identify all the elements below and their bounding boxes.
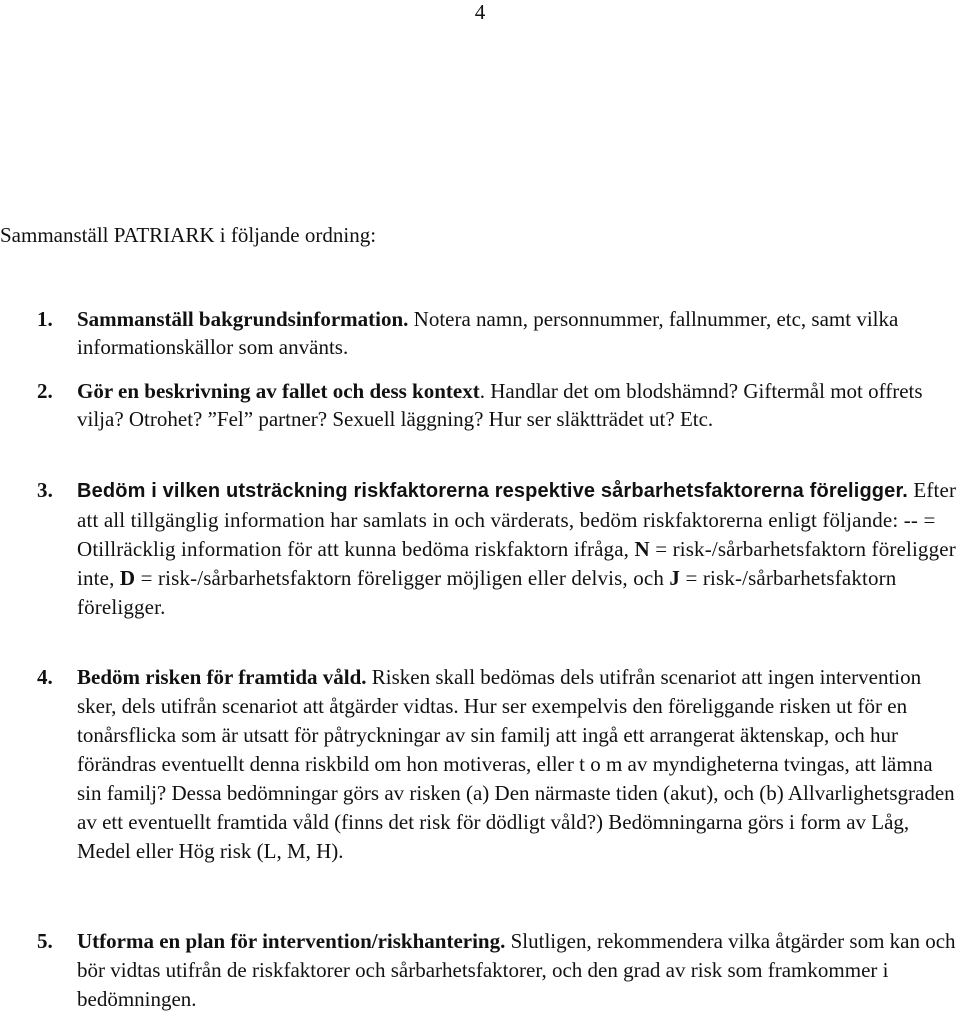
item-text: = risk-/sårbarhetsfaktorn föreligger möjligen eller delvis, och — [135, 566, 670, 590]
item-number: 1. — [37, 307, 53, 331]
list-item-1 — [37, 305, 957, 361]
item-text: Notera namn, personnummer, fallnummer, etc, samt vilka informationskällor som använts. — [77, 307, 899, 359]
item-number: 4. — [37, 665, 53, 689]
item-text: Efter att all tillgänglig information har samlats in och värderats, bedöm riskfaktorerna enligt följande: -- = Otillräcklig information för att kunna bedöma riskfaktorn ifråga, — [77, 478, 957, 561]
item-heading: Utforma en plan för intervention/riskhantering. — [77, 929, 506, 953]
list-item-5 — [37, 927, 957, 1014]
code-d: D — [119, 566, 136, 590]
item-body — [77, 927, 957, 1014]
list-item-3 — [37, 476, 957, 622]
item-body — [77, 377, 957, 433]
item-number: 2. — [37, 379, 53, 403]
code-j: J — [669, 566, 681, 590]
item-body — [77, 476, 957, 622]
code-n: N — [634, 537, 650, 561]
item-text: Slutligen, rekommendera vilka åtgärder som kan och bör vidtas utifrån de riskfaktorer och sårbarhetsfaktorer, och den grad av risk som framkommer i bedömningen. — [77, 929, 956, 1011]
item-number: 3. — [37, 478, 54, 502]
intro-heading: Sammanställ PATRIARK i följande ordning: — [0, 223, 377, 247]
item-text: Risken skall bedömas dels utifrån scenariot att ingen intervention sker, dels utifrån scenariot att åtgärder vidtas. Hur ser exempelvis den föreliggande risken ut för en tonårsflicka som är utsatt för påtryckningar av sin familj att ingå ett arrangerat äktenskap, och hur förändras eventuellt denna riskbild om hon motiveras, eller t o m av myndigheterna tvingas, att lämna sin familj? Dessa bedömningar görs av risken (a) Den närmaste tiden (akut), och (b) Allvarlighetsgraden av ett eventuellt framtida våld (finns det risk för dödligt våld?) Bedömningarna görs i form av Låg, Medel eller Hög risk (L, M, H). — [77, 665, 955, 863]
item-body — [77, 305, 957, 361]
item-text: = risk-/sårbarhetsfaktorn föreligger. — [77, 566, 897, 619]
item-text: = risk-/sårbarhetsfaktorn föreligger inte, — [77, 537, 956, 590]
list-item-4 — [37, 663, 957, 866]
list-item-2 — [37, 377, 957, 433]
item-text: . Handlar det om blodshämnd? Giftermål mot offrets vilja? Otrohet? ”Fel” partner? Sexuell läggning? Hur ser släktträdet ut? Etc. — [77, 379, 923, 431]
item-heading: Gör en beskrivning av fallet och dess kontext — [77, 379, 480, 403]
item-number: 5. — [37, 929, 53, 953]
item-heading: Bedöm risken för framtida våld. — [77, 665, 367, 689]
item-heading: Sammanställ bakgrundsinformation. — [77, 307, 409, 331]
item-heading: Bedöm i vilken utsträckning riskfaktorerna respektive sårbarhetsfaktorerna föreligger. — [77, 480, 908, 502]
item-body — [77, 663, 957, 866]
page-number: 4 — [474, 0, 486, 24]
